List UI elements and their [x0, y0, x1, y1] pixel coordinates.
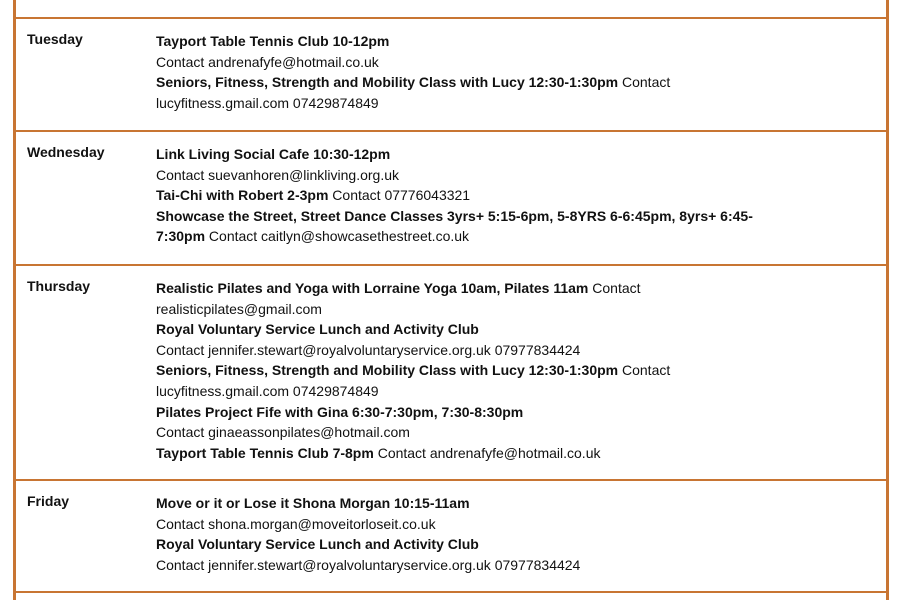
schedule-row-next: [13, 591, 889, 600]
activity-line: [156, 319, 856, 340]
activity-line: [156, 340, 856, 361]
contact-text: Contact: [618, 74, 671, 91]
contact-text: Contact jennifer.stewart@royalvoluntaryservice.org.uk 07977834424: [156, 341, 581, 358]
activity-list: [156, 278, 856, 463]
activity-line: [156, 31, 856, 52]
schedule-row-friday: [13, 479, 889, 592]
schedule-row-thursday: [13, 264, 889, 480]
activity-title: 7:30pm: [156, 228, 206, 245]
activity-list: [156, 31, 856, 113]
activity-line: [156, 493, 856, 514]
activity-title: Tayport Table Tennis Club 10-12pm: [156, 33, 390, 49]
day-label: Wednesday: [27, 144, 105, 160]
activity-title: Royal Voluntary Service Lunch and Activity Club: [156, 536, 479, 553]
contact-text: lucyfitness.gmail.com 07429874849: [156, 382, 379, 399]
activity-title: Showcase the Street, Street Dance Classes 3yrs+ 5:15-6pm, 5-8YRS 6-6:45pm, 8yrs+ 6:45-: [156, 207, 753, 224]
activity-line: [156, 443, 856, 464]
schedule-row-tuesday: [13, 17, 889, 131]
contact-text: Contact 07776043321: [328, 187, 471, 204]
schedule-row-wednesday: [13, 130, 889, 265]
activity-title: Royal Voluntary Service Lunch and Activity Club: [156, 321, 479, 338]
contact-text: realisticpilates@gmail.com: [156, 300, 322, 317]
activity-line: [156, 165, 856, 186]
activity-title: Seniors, Fitness, Strength and Mobility Class with Lucy 12:30-1:30pm: [156, 362, 619, 379]
contact-text: Contact ginaeassonpilates@hotmail.com: [156, 424, 410, 441]
activity-line: [156, 555, 856, 576]
activity-title: Tai-Chi with Robert 2-3pm: [156, 187, 329, 204]
activity-line: [156, 514, 856, 535]
activity-line: [156, 422, 856, 443]
activity-line: [156, 299, 856, 320]
activity-line: [156, 534, 856, 555]
activity-line: [156, 144, 856, 165]
activity-line: [156, 226, 856, 247]
activity-line: [156, 360, 856, 381]
contact-text: Contact suevanhoren@linkliving.org.uk: [156, 166, 400, 183]
day-label: Tuesday: [27, 31, 83, 47]
day-label: Thursday: [27, 278, 91, 294]
activity-line: [156, 278, 856, 299]
activity-list: [156, 144, 856, 247]
activity-list: [156, 493, 856, 575]
activity-title: Tayport Table Tennis Club 7-8pm: [156, 444, 374, 461]
activity-line: [156, 381, 856, 402]
activity-title: Seniors, Fitness, Strength and Mobility Class with Lucy 12:30-1:30pm: [156, 74, 619, 91]
activity-line: [156, 206, 856, 227]
contact-text: Contact andrenafyfe@hotmail.co.uk: [156, 53, 379, 70]
contact-text: Contact andrenafyfe@hotmail.co.uk: [373, 444, 601, 461]
contact-text: Contact: [588, 280, 641, 296]
activity-line: [156, 72, 856, 93]
contact-text: Contact caitlyn@showcasethestreet.co.uk: [205, 228, 470, 245]
contact-text: lucyfitness.gmail.com 07429874849: [156, 94, 379, 111]
activity-line: [156, 93, 856, 114]
activity-title: Move or it or Lose it Shona Morgan 10:15-11am: [156, 495, 470, 511]
activity-title: Realistic Pilates and Yoga with Lorraine Yoga 10am, Pilates 11am: [156, 280, 589, 296]
contact-text: Contact: [618, 362, 671, 379]
activity-title: Link Living Social Cafe 10:30-12pm: [156, 146, 391, 162]
day-label: Friday: [27, 493, 70, 509]
activity-line: [156, 402, 856, 423]
activity-line: [156, 185, 856, 206]
contact-text: Contact shona.morgan@moveitorloseit.co.uk: [156, 515, 436, 532]
activity-line: [156, 52, 856, 73]
activity-title: Pilates Project Fife with Gina 6:30-7:30pm, 7:30-8:30pm: [156, 403, 524, 420]
contact-text: Contact jennifer.stewart@royalvoluntaryservice.org.uk 07977834424: [156, 556, 581, 573]
